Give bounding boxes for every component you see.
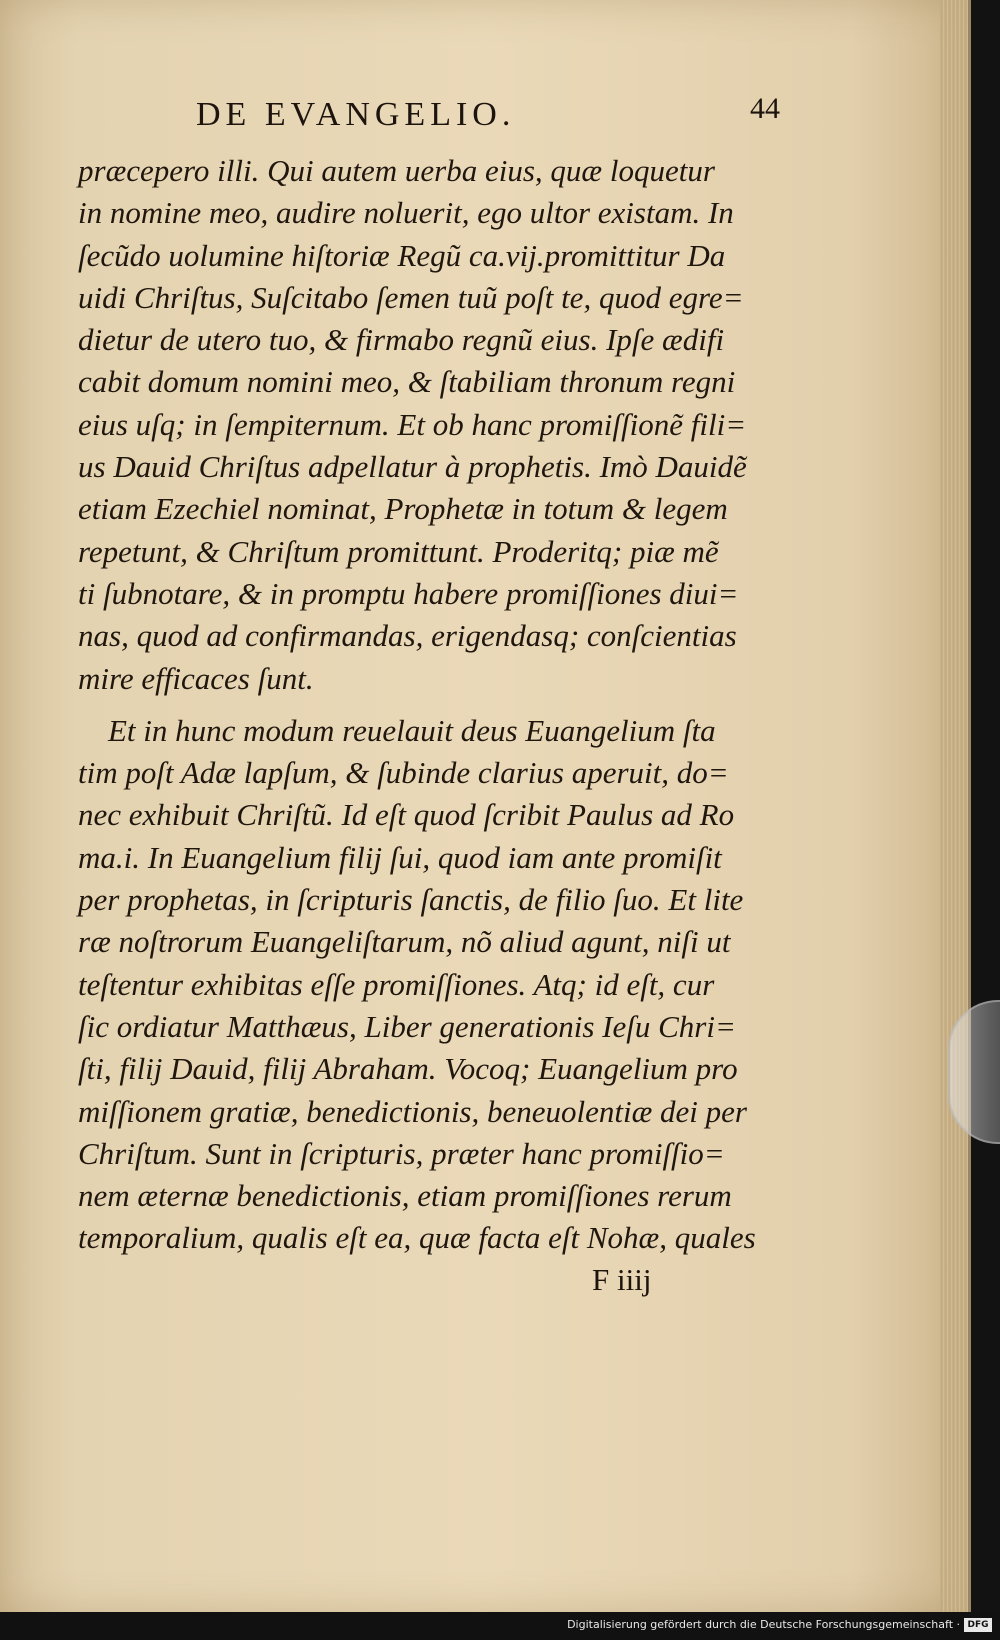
text-line: tim poſt Adæ lapſum, & ſubinde clarius aperuit, do= [78, 755, 729, 791]
text-line: dietur de utero tuo, & firmabo regnũ eius. Ipſe ædifi [78, 322, 725, 358]
text-line: eius uſq; in ſempiternum. Et ob hanc promiſſionẽ fili= [78, 406, 747, 442]
page-number: 44 [750, 92, 780, 125]
text-line: temporalium, qualis eſt ea, quæ facta eſt Nohæ, quales [78, 1220, 756, 1256]
funding-credit: Digitalisierung gefördert durch die Deutsche Forschungsgemeinschaft · [567, 1618, 960, 1631]
text-line: etiam Ezechiel nominat, Prophetæ in totum & legem [78, 491, 728, 527]
signature-line [0, 1262, 968, 1302]
running-head [0, 92, 968, 146]
paragraph-gap [78, 700, 778, 710]
body-text [78, 150, 778, 1260]
text-line: us Dauid Chriſtus adpellatur à prophetis. Imò Dauidẽ [78, 449, 747, 485]
text-line: per prophetas, in ſcripturis ſanctis, de filio ſuo. Et lite [78, 882, 744, 918]
text-line: nem æternæ benedictionis, etiam promiſſiones rerum [78, 1178, 732, 1214]
text-line: miſſionem gratiæ, benedictionis, beneuolentiæ dei per [78, 1093, 747, 1129]
text-line: ſecũdo uolumine hiſtoriæ Regũ ca.vij.promittitur Da [78, 237, 726, 273]
dfg-logo: DFG [964, 1618, 992, 1632]
text-line: repetunt, & Chriſtum promittunt. Proderitq; piæ mẽ [78, 533, 719, 569]
text-line: ræ noſtrorum Euangeliſtarum, nõ aliud agunt, niſi ut [78, 924, 731, 960]
running-head-title: DE EVANGELIO. [196, 96, 516, 133]
text-line: Chriſtum. Sunt in ſcripturis, præter hanc promiſſio= [78, 1135, 725, 1171]
text-line: ti ſubnotare, & in promptu habere promiſſiones diui= [78, 575, 739, 611]
paragraph-first-line: Et in hunc modum reuelauit deus Euangelium ſta [108, 712, 716, 748]
text-line: nec exhibuit Chriſtũ. Id eſt quod ſcribit Paulus ad Ro [78, 797, 735, 833]
page-edges [940, 0, 968, 1612]
text-line: ſti, filij Dauid, filij Abraham. Vocoq; Euangelium pro [78, 1051, 738, 1087]
text-line: cabit domum nomini meo, & ſtabiliam thronum regni [78, 364, 736, 400]
signature-mark: F iiij [592, 1262, 652, 1297]
footer-bar [0, 1612, 1000, 1640]
text-line: præcepero illi. Qui autem uerba eius, quæ loquetur [78, 153, 715, 188]
text-line: ma.i. In Euangelium filij ſui, quod iam ante promiſit [78, 839, 722, 875]
text-line: teſtentur exhibitas eſſe promiſſiones. Atq; id eſt, cur [78, 966, 715, 1002]
text-line: in nomine meo, audire noluerit, ego ultor existam. In [78, 195, 734, 231]
text-line: uidi Chriſtus, Suſcitabo ſemen tuũ poſt te, quod egre= [78, 279, 744, 315]
text-line: mire efficaces ſunt. [78, 660, 314, 696]
text-line: nas, quod ad confirmandas, erigendasq; conſcientias [78, 618, 737, 654]
text-line: ſic ordiatur Matthæus, Liber generationis Ieſu Chri= [78, 1008, 736, 1044]
